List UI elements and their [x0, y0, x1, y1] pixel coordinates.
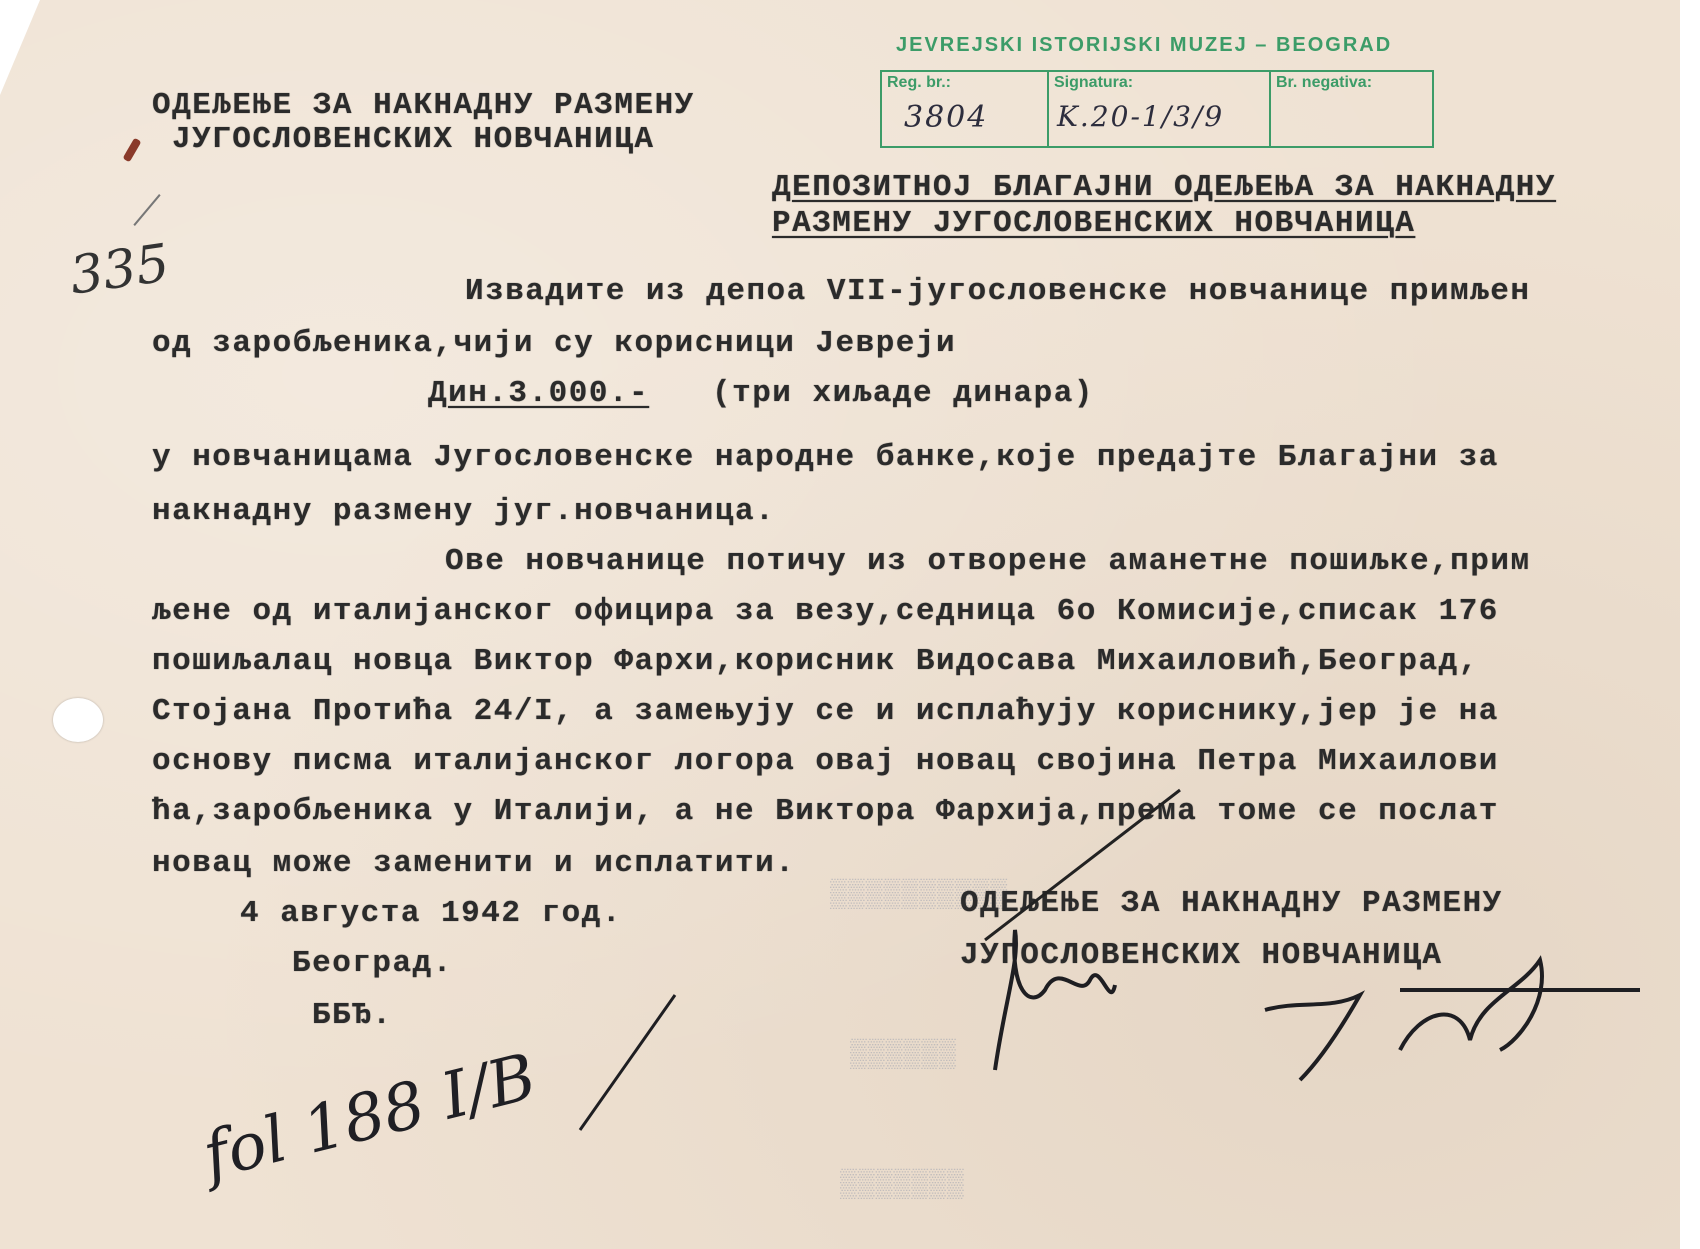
- body-p3-line-2: љене од италијанског официра за везу,седница 6о Комисије,списак 176: [152, 594, 1499, 629]
- body-p2-line-1: у новчаницама Југословенске народне банке,које предајте Благајни за: [152, 440, 1499, 475]
- stamp-neg-label: Br. negativa:: [1276, 74, 1373, 91]
- diagonal-stroke-1: [985, 790, 1180, 940]
- folio-stroke: [580, 995, 675, 1130]
- stamp-reg-label: Reg. br.:: [887, 74, 952, 91]
- body-p3-line-1: Ове новчанице потичу из отворене аманетне пошиљке,прим: [445, 544, 1531, 579]
- margin-number: 335: [66, 233, 173, 307]
- stamp-title: JEVREJSKI ISTORIJSKI MUZEJ – BEOGRAD: [896, 34, 1393, 56]
- body-p3-line-3: пошиљалац новца Виктор Фархи,корисник Видосава Михаиловић,Београд,: [152, 644, 1479, 679]
- signature-block-line-1: ОДЕЉЕЊЕ ЗА НАКНАДНУ РАЗМЕНУ: [960, 886, 1503, 921]
- recipient-line-2: РАЗМЕНУ ЈУГОСЛОВЕНСКИХ НОВЧАНИЦА: [772, 206, 1416, 241]
- date: 4 августа 1942 год.: [240, 896, 622, 931]
- bleed-through-text: ▒▒▒▒▒▒▒▒▒▒: [830, 880, 1009, 911]
- amount: Дин.3.000.-: [428, 376, 650, 411]
- stamp-sig-label: Signatura:: [1054, 74, 1134, 91]
- signature-left: [995, 930, 1115, 1070]
- body-p1-line-1: Извадите из депоа VII-југословенске новчанице примљен: [465, 274, 1531, 309]
- signature-block-line-2: ЈУГОСЛОВЕНСКИХ НОВЧАНИЦА: [960, 938, 1443, 973]
- amount-words: (три хиљаде динара): [712, 376, 1094, 411]
- body-p3-line-5: основу писма италијанског логора овај новац својина Петра Михаилови: [152, 744, 1499, 779]
- bleed-through-text-3: ▒▒▒▒▒▒▒: [840, 1170, 965, 1201]
- body-p3-line-7: новац може заменити и исплатити.: [152, 846, 796, 881]
- initials: ББЂ.: [312, 998, 393, 1033]
- body-p3-line-4: Стојана Протића 24/I, а замењују се и исплаћују кориснику,јер је на: [152, 694, 1499, 729]
- stamp-reg-value: 3804: [904, 100, 989, 135]
- body-p1-line-2: од заробљеника,чији су корисници Јевреји: [152, 326, 957, 361]
- bleed-through-text-2: ▒▒▒▒▒▒: [850, 1040, 957, 1071]
- body-p3-line-6: ћа,заробљеника у Италији, а не Виктора Фархија,према томе се послат: [152, 794, 1499, 829]
- sender-line-2: ЈУГОСЛОВЕНСКИХ НОВЧАНИЦА: [172, 122, 655, 157]
- sender-line-1: ОДЕЉЕЊЕ ЗА НАКНАДНУ РАЗМЕНУ: [152, 88, 695, 123]
- stamp-sig-value: K.20-1/3/9: [1057, 100, 1225, 133]
- city: Београд.: [292, 946, 453, 981]
- folio-handwritten-note: fol 188 I/B: [196, 1040, 544, 1194]
- recipient-line-1: ДЕПОЗИТНОЈ БЛАГАЈНИ ОДЕЉЕЊА ЗА НАКНАДНУ: [772, 170, 1557, 205]
- signature-right: [1265, 960, 1640, 1080]
- body-p2-line-2: накнадну размену југ.новчаница.: [152, 494, 776, 529]
